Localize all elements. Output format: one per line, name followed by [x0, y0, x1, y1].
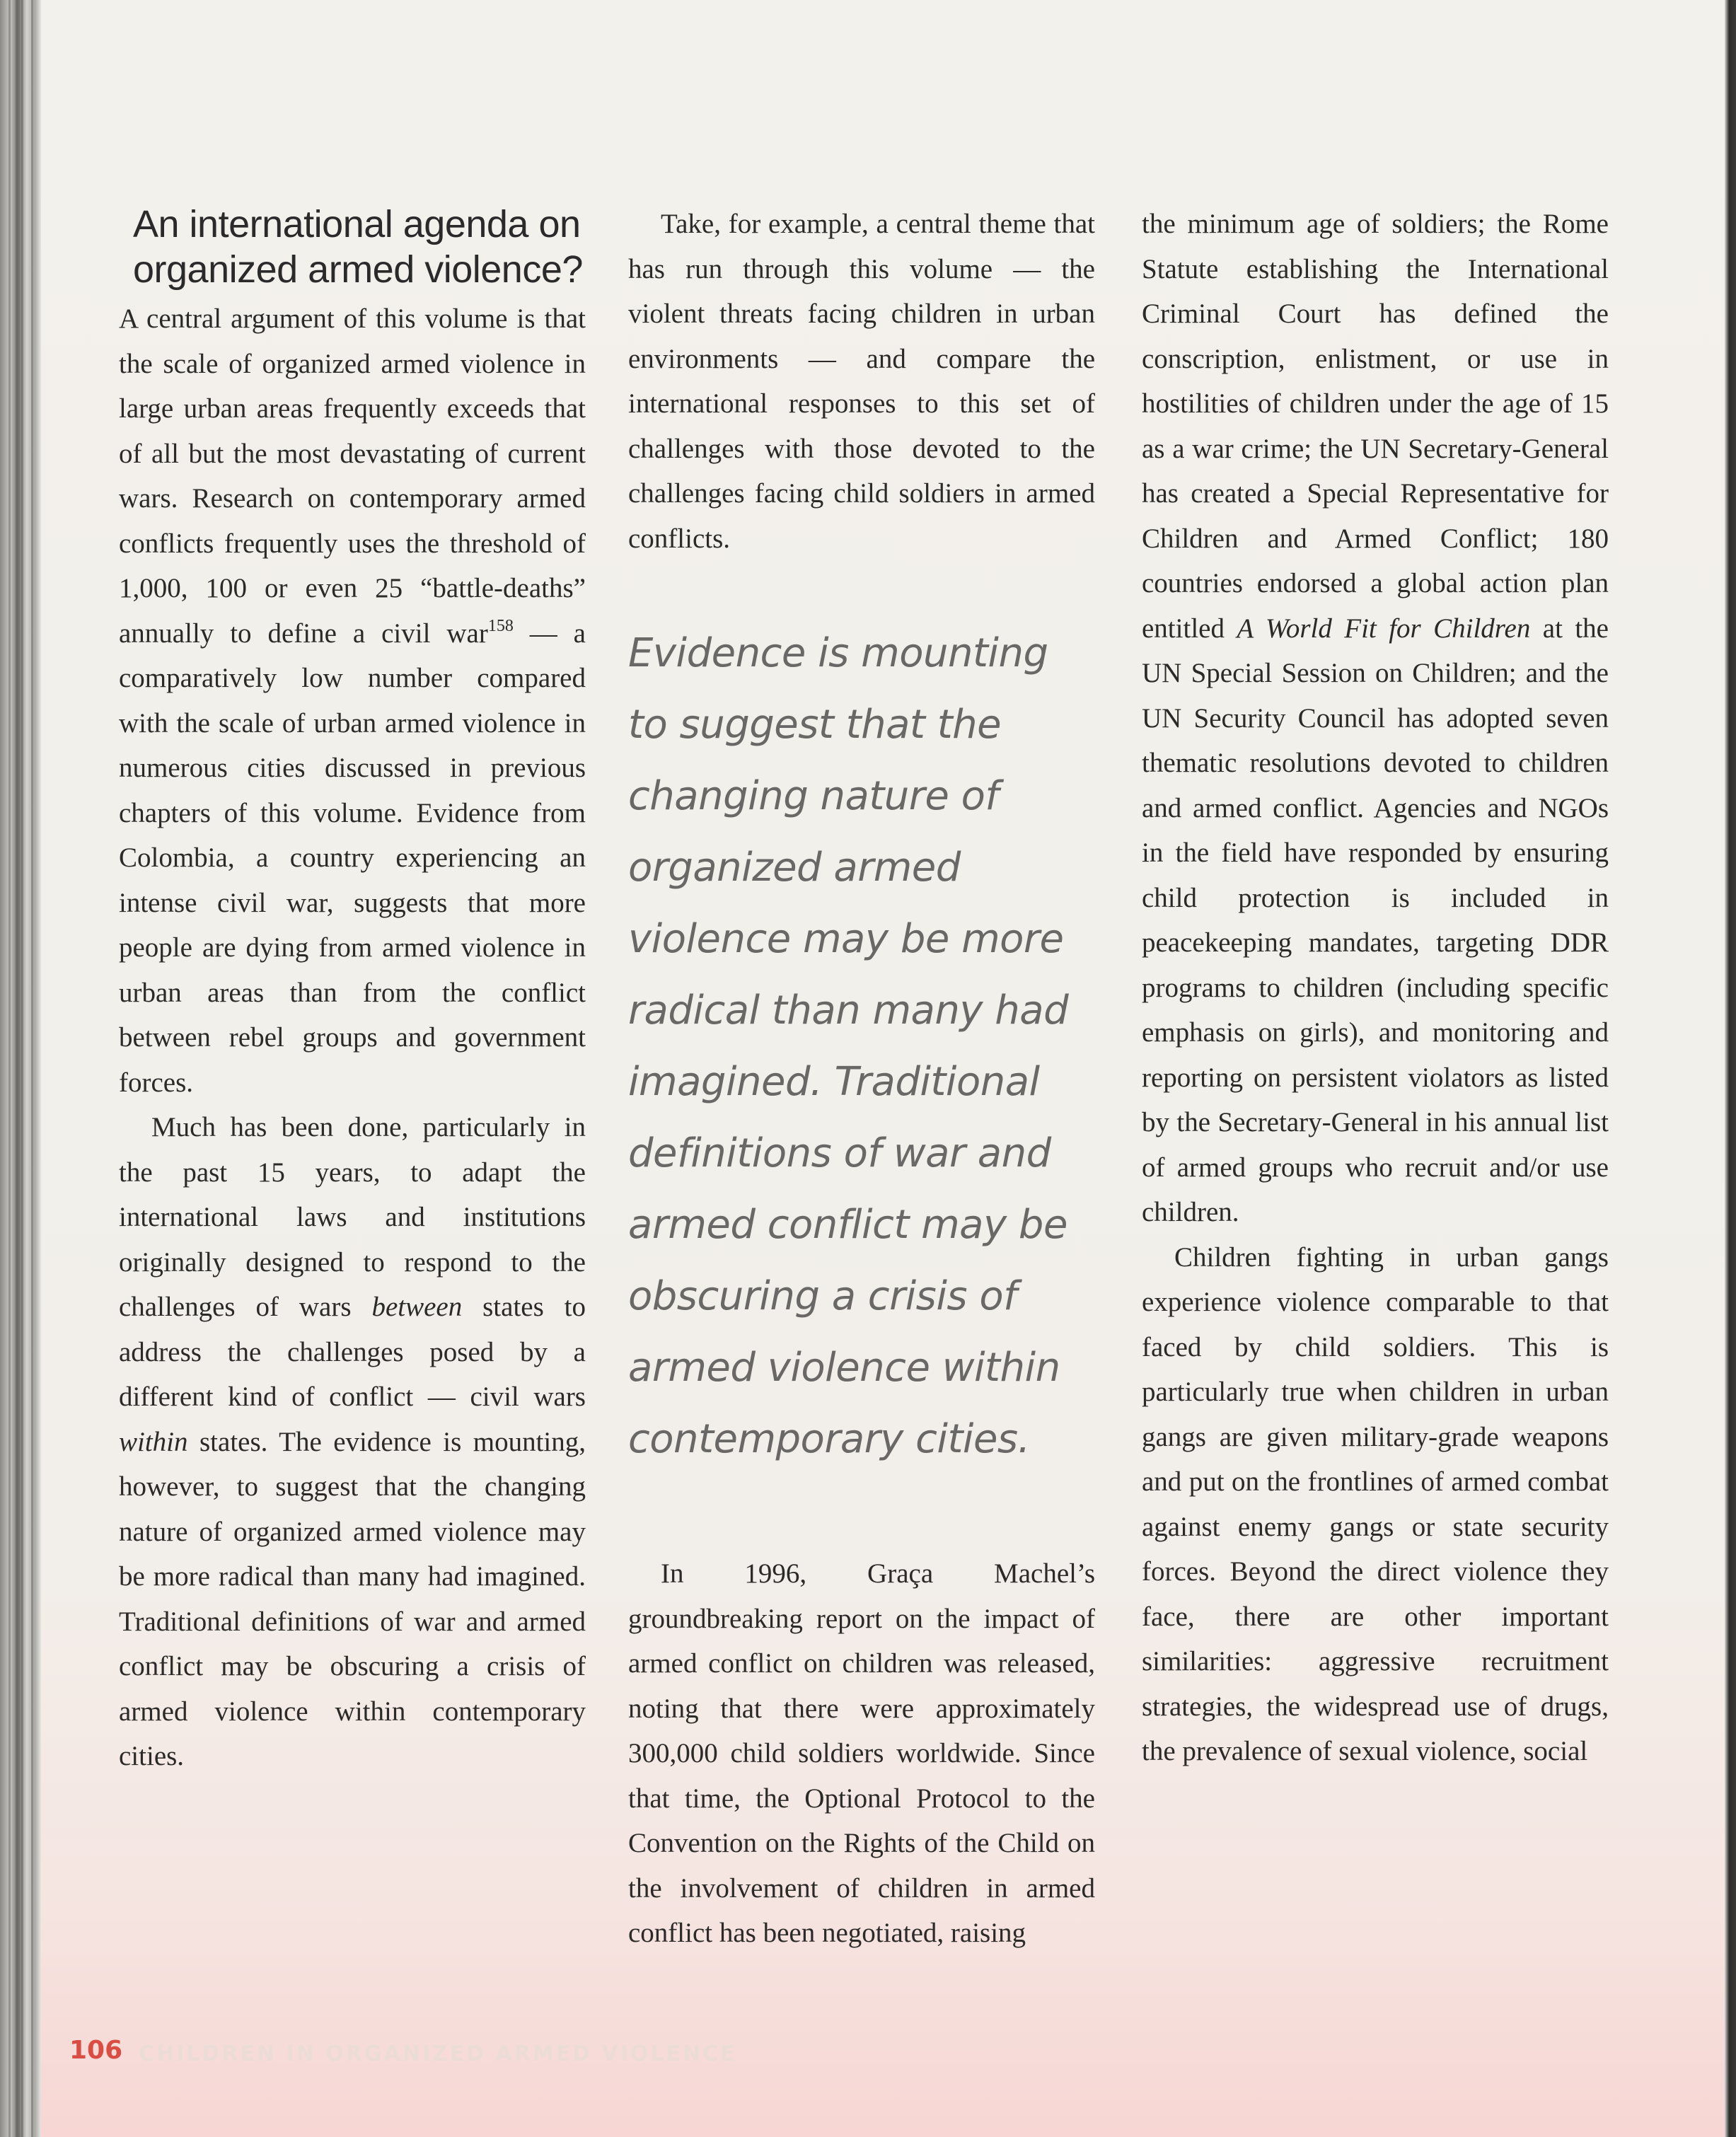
- paragraph-1: A central argument of this volume is that the scale of organized armed violence in large urban areas frequently exceeds that of all but the most devastating of current wars. Research on contemporary armed conflicts frequently uses the threshold of 1,000, 100 or even 25 “battle-deaths” annually to define a civil war$^{158}$ — a comparatively low number compared with the scale of urban armed violence in numerous cities discussed in previous chapters of this volume. Evidence from Colombia, a country experiencing an intense civil war, suggests that more people are dying from armed violence in urban areas than from the conflict between rebel groups and government forces.: [119, 303, 586, 1098]
- paragraph-6: Children fighting in urban gangs experience violence comparable to that faced by child soldiers. This is particularly true when children in urban gangs are given military-grade weapons and put on the frontlines of armed combat against enemy gangs or state security forces. Beyond the direct violence they face, there are other important similarities: aggressive recruitment strategies, the widespread use of drugs, the prevalence of sexual violence, social: [1142, 1241, 1609, 1766]
- pull-quote: Evidence is mounting to suggest that the changing nature of organized armed violence may be more radical than many had imagined. Traditional definitions of war and armed conflict may be obscuring a crisis of armed violence within contemporary cities.: [628, 630, 1069, 1462]
- running-title: CHILDREN IN ORGANIZED ARMED VIOLENCE: [139, 2042, 737, 2066]
- page-number: 106: [69, 2036, 123, 2065]
- footnote-ref: 158: [487, 616, 514, 635]
- paragraph-5: the minimum age of soldiers; the Rome Statute establishing the International Criminal Court has defined the conscription, enlistment, or use in hostilities of children under the age of 15 as a war crime; the UN Secretary-General has created a Special Representative for Children and Armed Conflict; 180 countries endorsed a global action plan entitled A World Fit for Children at the UN Special Session on Children; and the UN Security Council has adopted seven thematic resolutions devoted to children and armed conflict. Agencies and NGOs in the field have responded by ensuring child protection is included in peacekeeping mandates, targeting DDR programs to children (including specific emphasis on girls), and monitoring and reporting on persistent violators as listed by the Secretary-General in his annual list of armed groups who recruit and/or use children.: [1142, 209, 1609, 1227]
- column-3: [1142, 202, 1609, 1774]
- column-2: [628, 202, 1095, 1956]
- paragraph-4: In 1996, Graça Machel’s groundbreaking report on the impact of armed conflict on children was released, noting that there were approximately 300,000 child soldiers worldwide. Since that time, the Optional Protocol to the Convention on the Rights of the Child on the involvement of children in armed conflict has been negotiated, raising: [628, 1558, 1095, 1948]
- page-edge-shadow: [1725, 0, 1736, 2137]
- book-spine-shadow: [0, 0, 41, 2137]
- paragraph-3: Take, for example, a central theme that has run through this volume — the violent threats facing children in urban environments — and compare the international responses to this set of challenges with those devoted to the challenges facing child soldiers in armed conflicts.: [628, 209, 1095, 554]
- column-1: [119, 202, 586, 1779]
- paragraph-2: Much has been done, particularly in the past 15 years, to adapt the international laws and institutions originally designed to respond to the challenges of wars between states to address the challenges posed by a different kind of conflict — civil wars within states. The evidence is mounting, however, to suggest that the changing nature of organized armed violence may be more radical than many had imagined. Traditional definitions of war and armed conflict may be obscuring a crisis of armed violence within contemporary cities.: [119, 1112, 586, 1771]
- section-heading: An international agenda on organized armed violence?: [133, 203, 583, 291]
